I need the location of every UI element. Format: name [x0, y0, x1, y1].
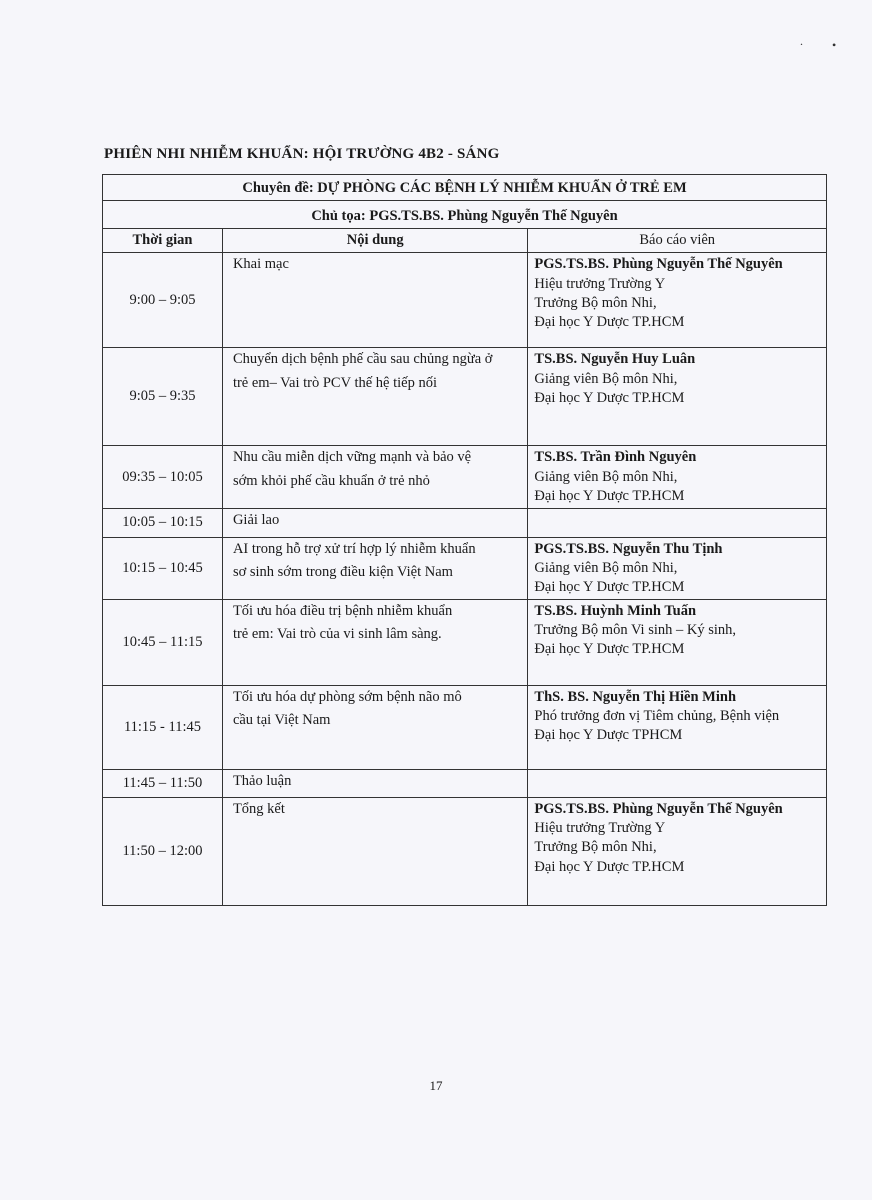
- agenda-table: [102, 174, 827, 906]
- session-speaker: [528, 770, 827, 798]
- speaker-affiliation: Đại học Y Dược TP.HCM: [534, 389, 685, 406]
- header-row: [103, 229, 827, 253]
- speaker-name: ThS. BS. Nguyễn Thị Hiền Minh: [534, 689, 737, 706]
- session-content: [222, 686, 527, 770]
- session-time: 11:15 - 11:45: [103, 686, 223, 770]
- session-content: [222, 537, 527, 599]
- session-speaker: [528, 253, 827, 348]
- topic-title: Chuyên đề: DỰ PHÒNG CÁC BỆNH LÝ NHIỄM KHUẨN Ở TRẺ EM: [103, 175, 827, 201]
- content-line: sớm khỏi phế cầu khuẩn ở trẻ nhỏ: [232, 472, 430, 489]
- session-content: [222, 508, 527, 537]
- column-header-speaker: Báo cáo viên: [528, 229, 827, 253]
- speaker-name: TS.BS. Nguyễn Huy Luân: [534, 351, 696, 368]
- column-header-content: Nội dung: [222, 229, 527, 253]
- corner-mark-1: .: [800, 34, 803, 48]
- session-time: 10:05 – 10:15: [103, 508, 223, 537]
- session-content: [222, 770, 527, 798]
- content-line: Tối ưu hóa dự phòng sớm bệnh não mô: [232, 689, 462, 706]
- speaker-affiliation: Đại học Y Dược TP.HCM: [534, 579, 685, 595]
- content-line: cầu tại Việt Nam: [232, 712, 331, 729]
- session-time: 09:35 – 10:05: [103, 446, 223, 508]
- speaker-affiliation: Hiệu trưởng Trường Y: [534, 820, 666, 837]
- agenda-body: [103, 175, 827, 906]
- speaker-affiliation: Giảng viên Bộ môn Nhi,: [534, 370, 678, 387]
- session-content: [222, 348, 527, 446]
- speaker-affiliation: Trưởng Bộ môn Nhi,: [534, 839, 657, 856]
- content-line: trẻ em: Vai trò của vi sinh lâm sàng.: [232, 626, 442, 643]
- session-speaker: [528, 686, 827, 770]
- session-time: 9:05 – 9:35: [103, 348, 223, 446]
- agenda-row: [103, 508, 827, 537]
- speaker-name: TS.BS. Huỳnh Minh Tuấn: [534, 603, 697, 620]
- session-content: [222, 798, 527, 906]
- content-line: Nhu cầu miễn dịch vững mạnh và bảo vệ: [232, 449, 472, 466]
- session-time: 9:00 – 9:05: [103, 253, 223, 348]
- session-speaker: [528, 798, 827, 906]
- speaker-name: PGS.TS.BS. Phùng Nguyễn Thế Nguyên: [534, 256, 783, 273]
- speaker-affiliation: Đại học Y Dược TPHCM: [534, 727, 683, 744]
- agenda-row: [103, 446, 827, 508]
- corner-mark-2: •: [832, 38, 837, 52]
- topic-row: [103, 175, 827, 201]
- session-content: [222, 446, 527, 508]
- content-line: Tối ưu hóa điều trị bệnh nhiễm khuẩn: [232, 603, 453, 620]
- speaker-affiliation: Đại học Y Dược TP.HCM: [534, 858, 685, 875]
- speaker-name: PGS.TS.BS. Phùng Nguyễn Thế Nguyên: [534, 801, 783, 818]
- session-content: [222, 600, 527, 686]
- speaker-name: PGS.TS.BS. Nguyễn Thu Tịnh: [534, 540, 723, 557]
- content-line: AI trong hỗ trợ xử trí hợp lý nhiễm khuẩn: [232, 540, 476, 557]
- content-line: Chuyển dịch bệnh phế cầu sau chủng ngừa ở: [232, 351, 493, 368]
- speaker-affiliation: Giảng viên Bộ môn Nhi,: [534, 468, 678, 485]
- speaker-name: TS.BS. Trần Đình Nguyên: [534, 449, 697, 466]
- session-time: 10:45 – 11:15: [103, 600, 223, 686]
- section-heading: PHIÊN NHI NHIỄM KHUẨN: HỘI TRƯỜNG 4B2 - SÁNG: [104, 146, 500, 162]
- content-line: Tổng kết: [232, 801, 285, 818]
- content-line: Khai mạc: [232, 256, 289, 273]
- session-speaker: [528, 600, 827, 686]
- speaker-affiliation: Giảng viên Bộ môn Nhi,: [534, 559, 678, 576]
- agenda-row: [103, 686, 827, 770]
- content-line: sơ sinh sớm trong điều kiện Việt Nam: [232, 563, 453, 580]
- content-line: Giải lao: [232, 511, 280, 528]
- content-line: trẻ em– Vai trò PCV thế hệ tiếp nối: [232, 374, 437, 391]
- agenda-row: [103, 770, 827, 798]
- speaker-affiliation: Phó trưởng đơn vị Tiêm chủng, Bệnh viện: [534, 708, 780, 725]
- speaker-affiliation: Đại học Y Dược TP.HCM: [534, 313, 685, 330]
- session-speaker: [528, 348, 827, 446]
- agenda-row: [103, 798, 827, 906]
- speaker-affiliation: Đại học Y Dược TP.HCM: [534, 641, 685, 658]
- session-speaker: [528, 446, 827, 508]
- session-speaker: [528, 537, 827, 599]
- agenda-row: [103, 253, 827, 348]
- speaker-affiliation: Hiệu trưởng Trường Y: [534, 275, 666, 292]
- session-time: 11:45 – 11:50: [103, 770, 223, 798]
- chair-line: Chủ tọa: PGS.TS.BS. Phùng Nguyễn Thế Nguyên: [103, 201, 827, 229]
- agenda-row: [103, 537, 827, 599]
- chair-row: [103, 201, 827, 229]
- speaker-affiliation: Trưởng Bộ môn Vi sinh – Ký sinh,: [534, 622, 737, 639]
- agenda-row: [103, 600, 827, 686]
- speaker-affiliation: Trưởng Bộ môn Nhi,: [534, 294, 657, 311]
- session-time: 10:15 – 10:45: [103, 537, 223, 599]
- page-number: 17: [429, 1078, 443, 1093]
- agenda-row: [103, 348, 827, 446]
- speaker-affiliation: Đại học Y Dược TP.HCM: [534, 487, 685, 504]
- session-time: 11:50 – 12:00: [103, 798, 223, 906]
- content-line: Thảo luận: [232, 773, 292, 790]
- column-header-time: Thời gian: [103, 229, 223, 253]
- session-content: [222, 253, 527, 348]
- session-speaker: [528, 508, 827, 537]
